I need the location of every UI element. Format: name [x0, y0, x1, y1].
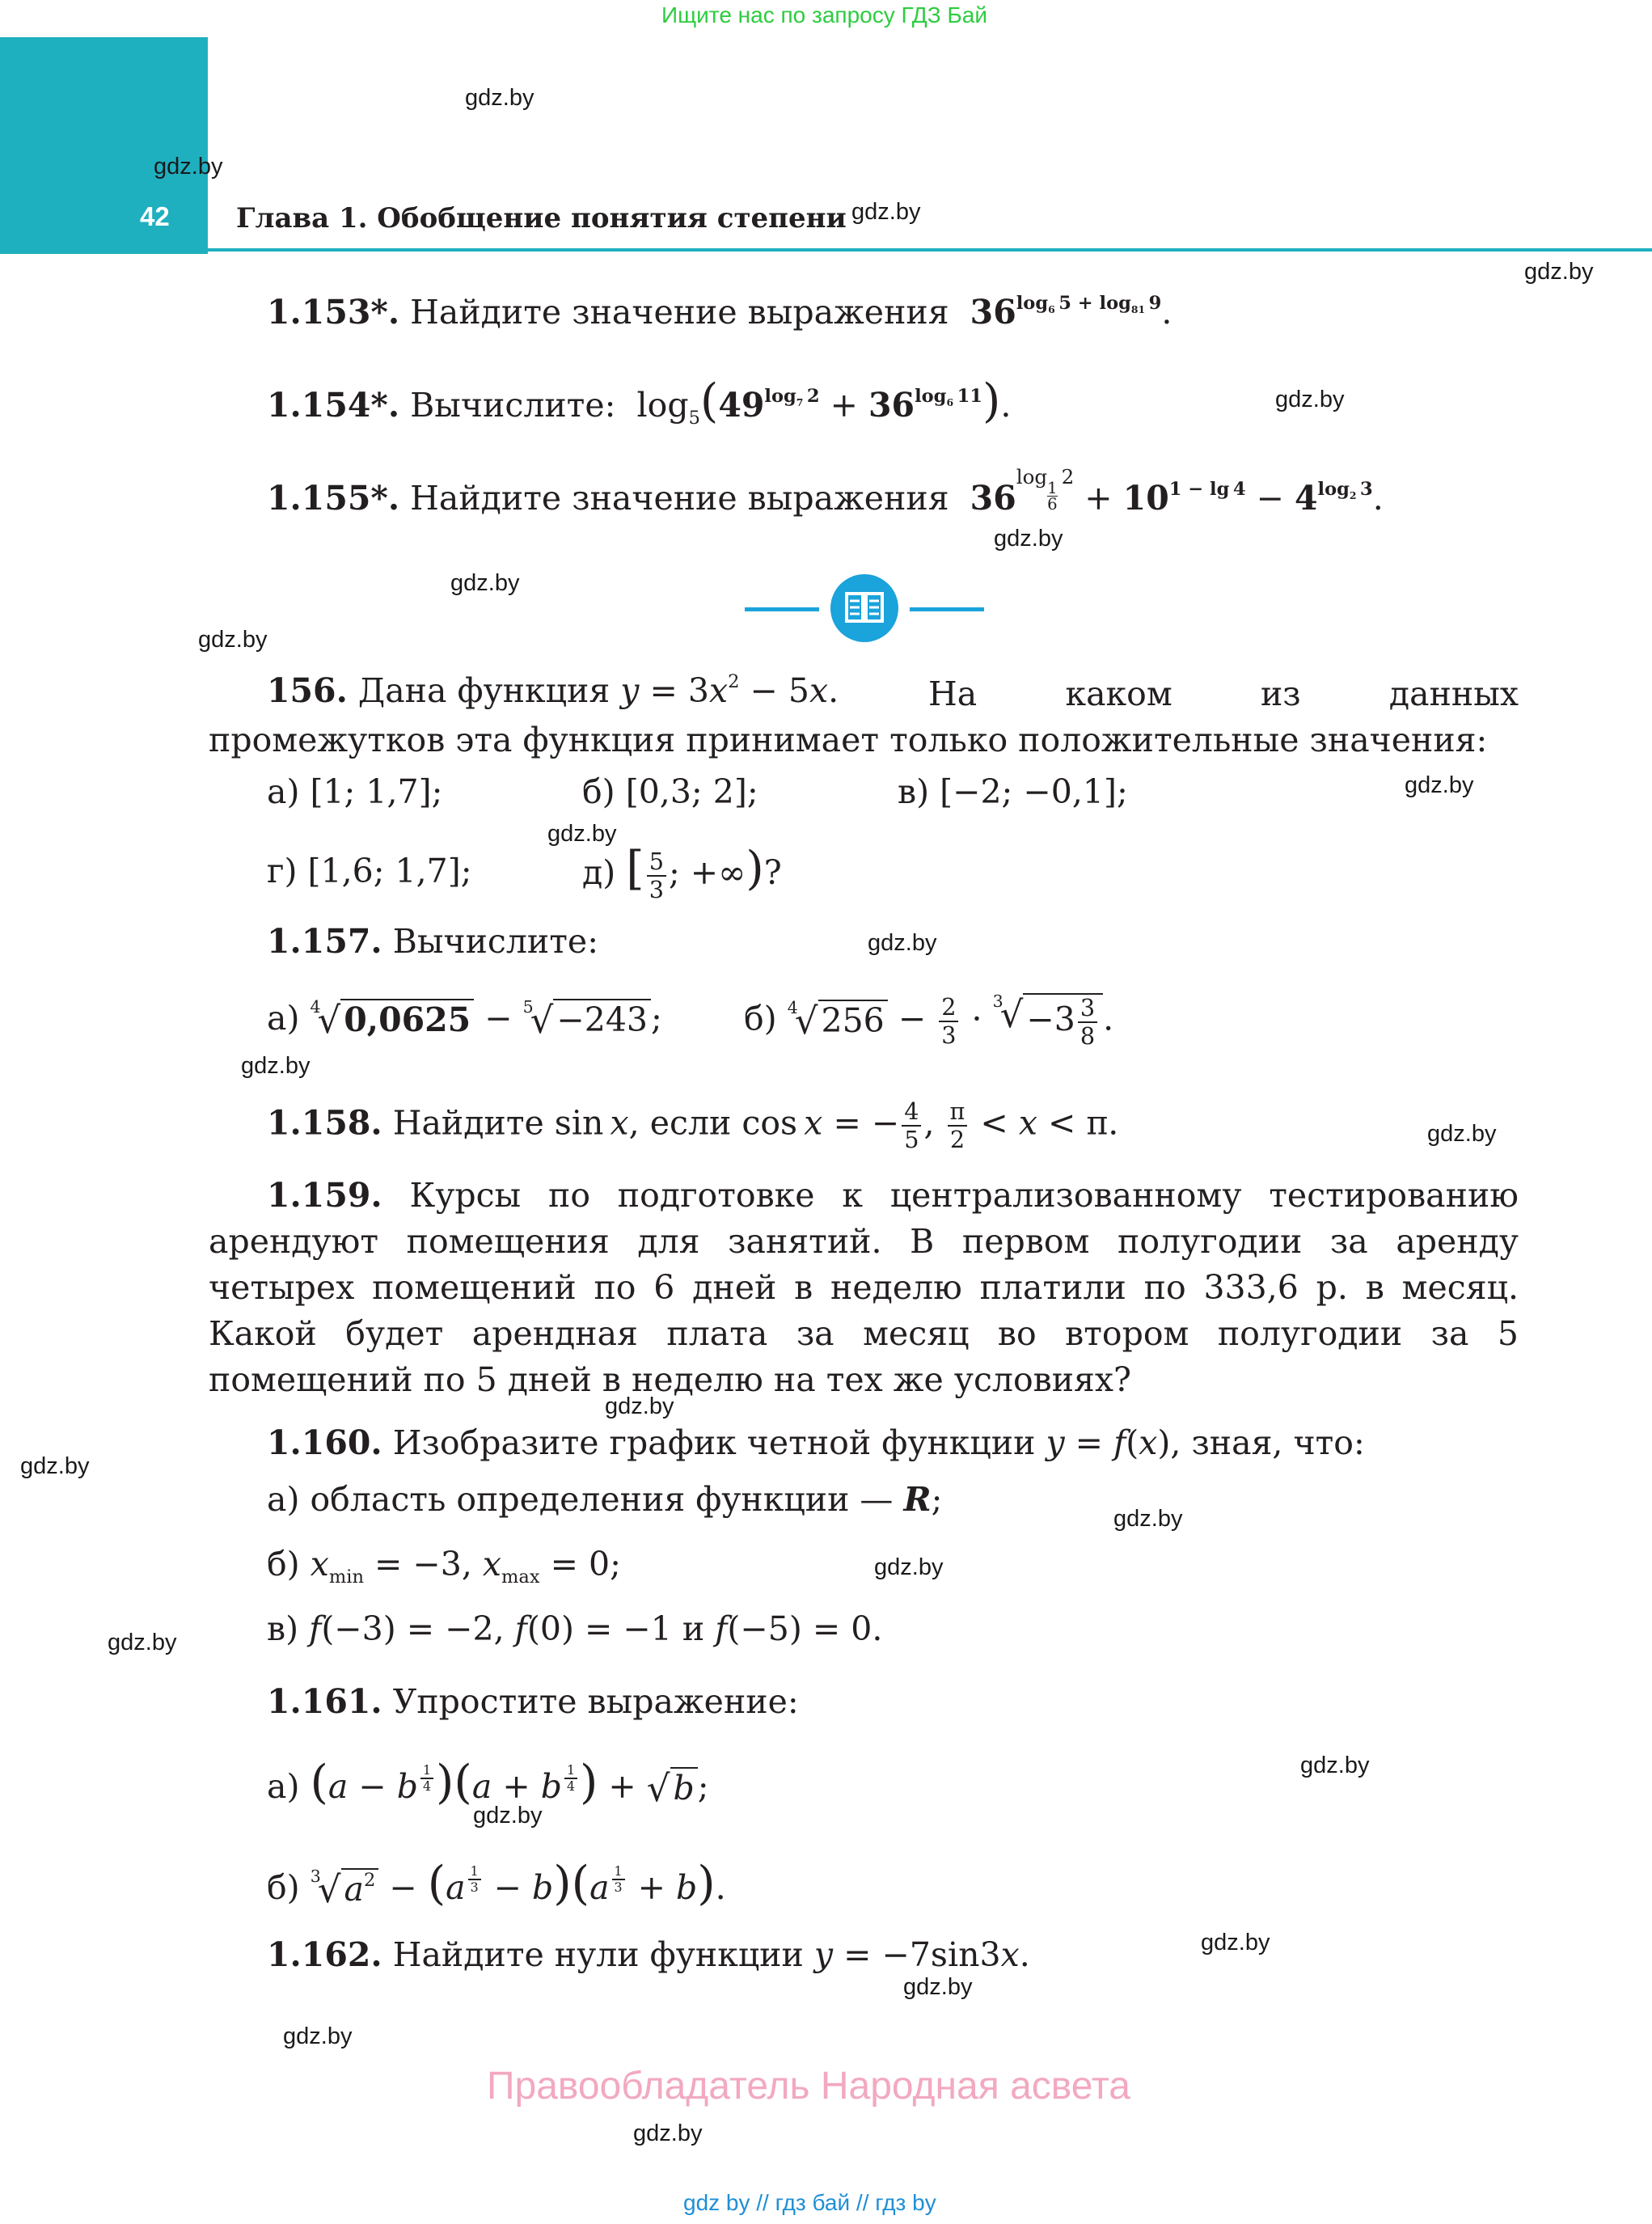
chapter-title: Глава 1. Обобщение понятия степени	[236, 202, 847, 235]
task-156-option-c: в) [−2; −0,1];	[898, 772, 1128, 811]
task-156-option-d: г) [1,6; 1,7];	[267, 852, 472, 890]
watermark: gdz.by	[20, 1453, 90, 1479]
header-rule	[208, 248, 1652, 252]
task-1-157-b: б) 4 √ 256 − $\frac{2}{3}$ · 3 √ −3 $\frac{3}{8}$ .	[744, 991, 1114, 1050]
watermark: gdz.by	[1201, 1930, 1270, 1956]
watermark: gdz.by	[874, 1554, 944, 1580]
watermark: gdz.by	[1275, 387, 1345, 412]
watermark: gdz.by	[851, 199, 921, 225]
watermark: gdz.by	[154, 154, 223, 180]
task-156-text: На каком из данных промежутков эта функция принимает только положительные значения:	[209, 674, 1519, 759]
task-1-161-a: а) (a − b $^{\frac{1}{4}}$ )(a + b $^{\frac{1}{4}}$ ) + √ b ;	[267, 1755, 709, 1811]
book-icon	[830, 574, 898, 642]
task-1-160-c: в) f(−3) = −2, f(0) = −1 и f(−5) = 0.	[267, 1609, 883, 1648]
watermark: gdz.by	[473, 1803, 543, 1829]
watermark: gdz.by	[605, 1393, 674, 1419]
task-1-159: 1.159. Курсы по подготовке к централизованному тестированию арендуют помещения для занятий. В первом полугодии за аренду четырех помещений по 6 дней в неделю платили по 333,6 р. в месяц. Какой будет арендная плата за месяц во втором полугодии за 5 помещений по 5 дней в неделю на тех же условиях?	[209, 1176, 1519, 1399]
task-1-160-b: б) $x_{min} = -3$, $x_{max} = 0$;	[267, 1545, 621, 1588]
task-156-option-a: а) [1; 1,7];	[267, 772, 443, 811]
watermark: gdz.by	[465, 85, 534, 111]
task-156-option-e: д) [ $\frac{5}{3}$ ; +∞)?	[582, 841, 782, 903]
watermark: gdz.by	[1524, 259, 1594, 285]
task-1-157-a: а) 4 √ 0,0625 − 5 √ −243 ;	[267, 997, 662, 1042]
watermark: gdz.by	[903, 1974, 973, 2000]
task-1-160: 1.160. Изобразите график четной функции y = f(x), зная, что:	[267, 1423, 1365, 1462]
task-1-161-b: б) 3 √ $a^2$ − (a $^{\frac{1}{3}}$ − b)(a $^{\frac{1}{3}}$ + b).	[267, 1856, 726, 1912]
watermark: gdz.by	[1300, 1753, 1370, 1778]
watermark: gdz.by	[108, 1630, 177, 1655]
watermark: gdz.by	[547, 821, 617, 847]
watermark: gdz.by	[450, 570, 520, 596]
task-1-161: 1.161. Упростите выражение:	[267, 1682, 799, 1721]
watermark: gdz.by	[198, 627, 268, 653]
task-1-160-a: а) область определения функции — R;	[267, 1480, 943, 1519]
separator-right-line	[910, 607, 984, 611]
copyright-notice: Правообладатель Народная асвета	[487, 2065, 1130, 2108]
task-1-154: 1.154*. Вычислите: $\log_5(49^{log_7 2} + 36^{log_6 11})$.	[267, 374, 1012, 429]
watermark: gdz.by	[1427, 1121, 1497, 1147]
watermark: gdz.by	[868, 930, 937, 956]
task-156-line1: 156. Дана функция $y = 3x^2 - 5x$.	[267, 670, 839, 710]
page-number-block	[0, 37, 208, 254]
watermark: gdz.by	[994, 526, 1063, 552]
bottom-links[interactable]: gdz by // гдз бай // гдз by	[683, 2190, 936, 2215]
watermark: gdz.by	[283, 2023, 353, 2049]
separator-left-line	[745, 607, 819, 611]
task-1-162: 1.162. Найдите нули функции y = −7sin3x.	[267, 1935, 1030, 1974]
page-number: 42	[140, 201, 170, 231]
top-search-note: Ищите нас по запросу ГДЗ Бай	[661, 2, 988, 27]
watermark: gdz.by	[241, 1053, 311, 1079]
task-156-option-b: б) [0,3; 2];	[582, 772, 758, 811]
task-1-153: 1.153*. Найдите значение выражения $36^{log_6 5 + log_{81} 9}$.	[267, 292, 1172, 332]
task-1-158: 1.158. Найдите sin x, если cos x = − $\frac{4}{5}$ , $\frac{\pi}{2}$ < x < π.	[267, 1097, 1119, 1153]
watermark: gdz.by	[1405, 772, 1474, 798]
watermark: gdz.by	[633, 2120, 703, 2146]
watermark: gdz.by	[1113, 1506, 1183, 1532]
task-1-157: 1.157. Вычислите:	[267, 922, 599, 961]
task-1-155: 1.155*. Найдите значение выражения 36log $\frac{1}{6}$ $2 + 10^{1 - lg 4} - 4^{log_2 3}$.	[267, 465, 1384, 518]
